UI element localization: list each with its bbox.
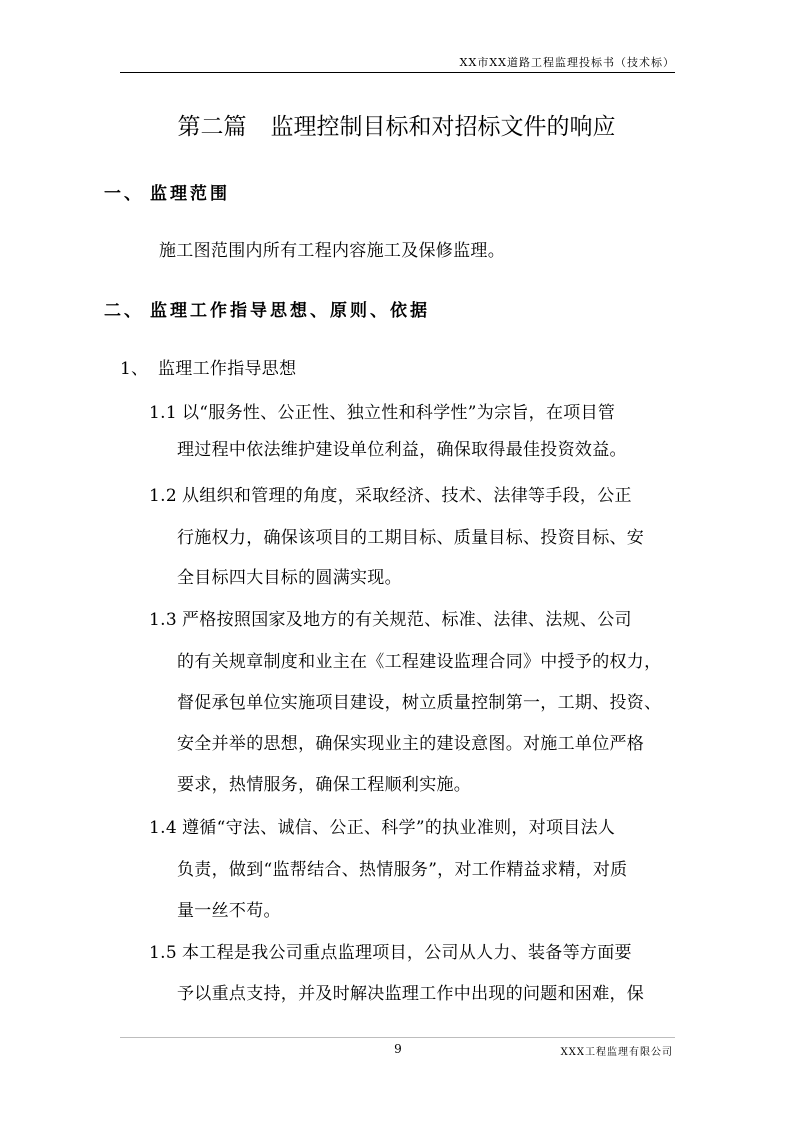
subsection-heading (120, 354, 296, 379)
item-line: 安全并举的思想，确保实现业主的建设意图。对施工单位严格 (177, 734, 645, 754)
subsection-num: 1、 (120, 359, 149, 379)
item-num: 1.1 (149, 403, 177, 423)
item-line: 全目标四大目标的圆满实现。 (177, 568, 402, 588)
item-1-1 (149, 398, 615, 423)
item-num: 1.5 (149, 943, 177, 963)
item-num: 1.4 (149, 818, 177, 838)
item-line: 督促承包单位实施项目建设，树立质量控制第一，工期、投资、 (177, 693, 662, 713)
page-title (0, 108, 793, 141)
item-1-4 (149, 813, 615, 838)
item-1-5 (149, 938, 632, 963)
header-rule (120, 72, 675, 73)
section-num: 一、 (104, 184, 144, 204)
item-1-2 (149, 481, 632, 506)
item-1-3 (149, 605, 632, 630)
item-line: 负责，做到“监帮结合、热情服务”，对工作精益求精，对质 (177, 860, 628, 880)
item-line: 理过程中依法维护建设单位利益，确保取得最佳投资效益。 (177, 440, 627, 460)
item-num: 1.3 (149, 610, 177, 630)
page-header: XX市XX道路工程监理投标书（技术标） (459, 56, 675, 69)
title-part: 第二篇 (177, 114, 247, 140)
section-title: 监理工作指导思想、原则、依据 (150, 301, 430, 321)
item-line: 要求，热情服务，确保工程顺利实施。 (177, 775, 472, 795)
page-number: 9 (394, 1042, 402, 1056)
scope-text: 施工图范围内所有工程内容施工及保修监理。 (159, 241, 505, 261)
subsection-title: 监理工作指导思想 (158, 359, 297, 379)
item-line: 以“服务性、公正性、独立性和科学性”为宗旨，在项目管 (182, 403, 616, 423)
footer-company: XXX工程监理有限公司 (560, 1047, 673, 1058)
section-heading-1 (104, 179, 230, 204)
section-num: 二、 (104, 301, 144, 321)
item-line: 量一丝不苟。 (177, 901, 281, 921)
item-line: 予以重点支持，并及时解决监理工作中出现的问题和困难，保 (177, 984, 645, 1004)
item-num: 1.2 (149, 486, 177, 506)
section-heading-2 (104, 296, 430, 321)
item-line: 的有关规章制度和业主在《工程建设监理合同》中授予的权力， (177, 652, 662, 672)
item-line: 行施权力，确保该项目的工期目标、质量目标、投资目标、安 (177, 528, 645, 548)
title-text: 监理控制目标和对招标文件的响应 (270, 114, 616, 140)
section-title: 监理范围 (150, 184, 230, 204)
item-line: 遵循“守法、诚信、公正、科学”的执业准则，对项目法人 (182, 818, 616, 838)
item-line: 本工程是我公司重点监理项目，公司从人力、装备等方面要 (182, 943, 632, 963)
item-line: 严格按照国家及地方的有关规范、标准、法律、法规、公司 (182, 610, 632, 630)
footer-rule (120, 1037, 675, 1038)
item-line: 从组织和管理的角度，采取经济、技术、法律等手段，公正 (182, 486, 632, 506)
